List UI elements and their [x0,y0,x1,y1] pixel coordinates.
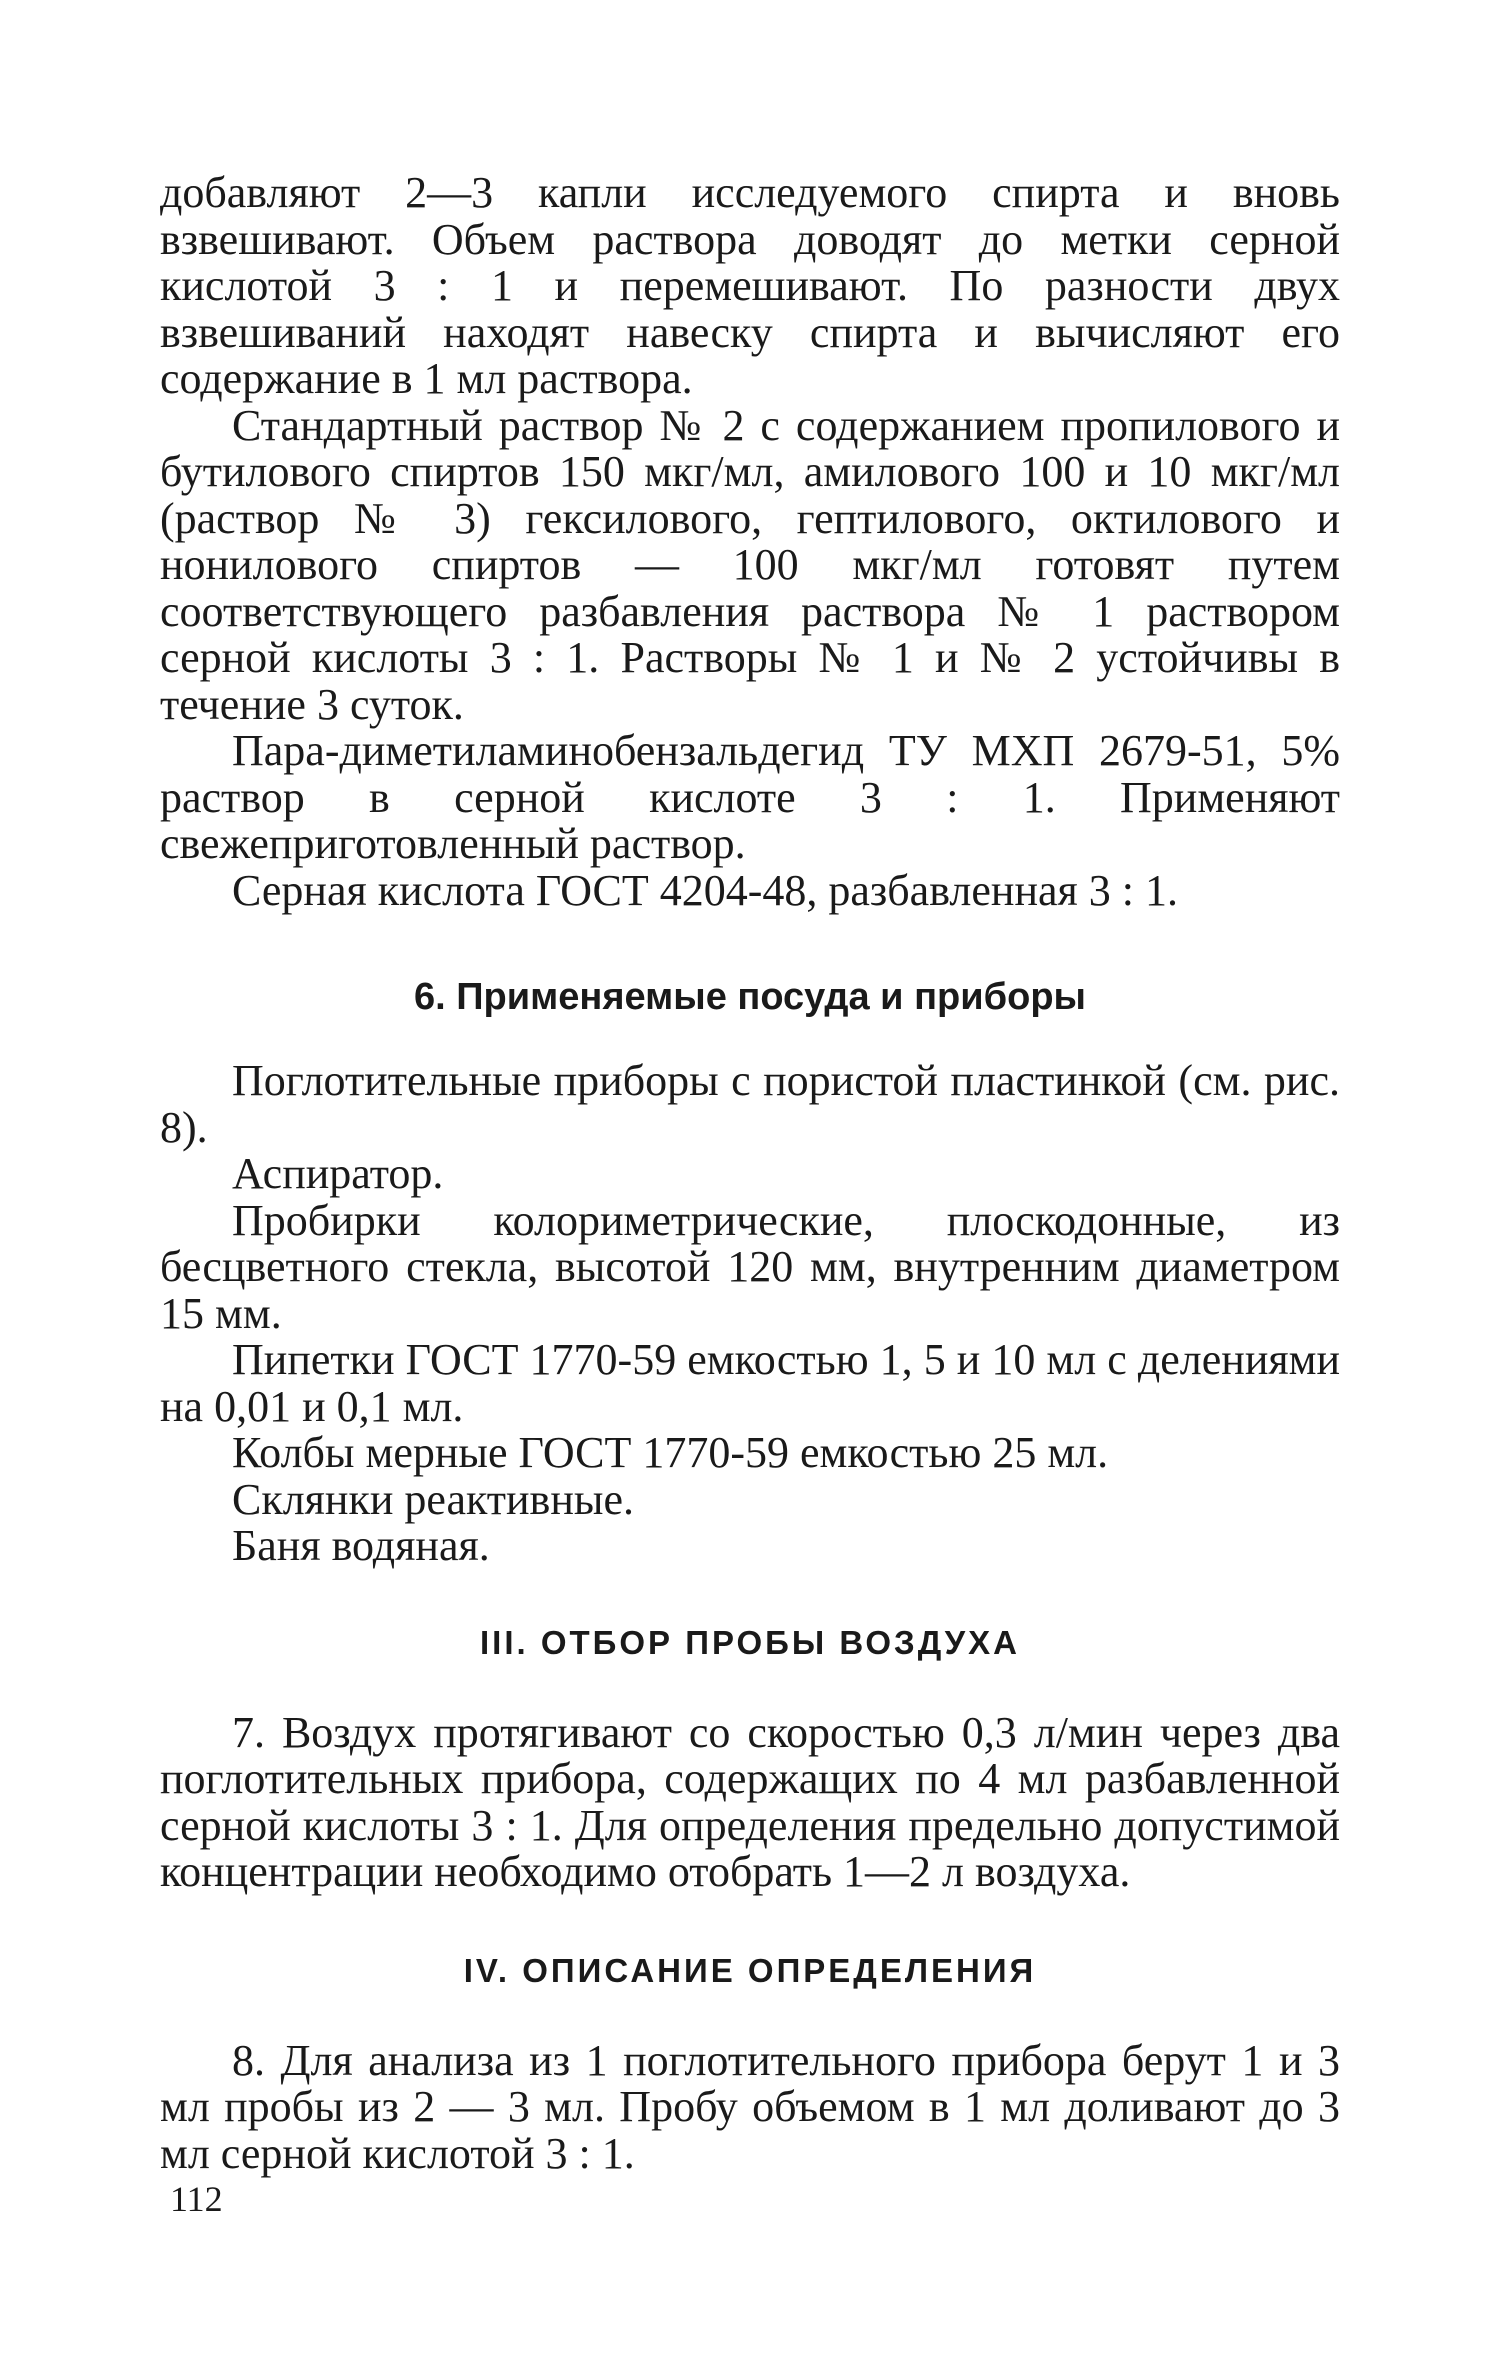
equipment-item: Колбы мерные ГОСТ 1770-59 емкостью 25 мл. [232,1428,1109,1477]
paragraph-sulfuric-acid: Серная кислота ГОСТ 4204-48, разбавленная 3 : 1. [232,865,1178,915]
page-body [160,170,1340,2177]
paragraph-determination: 8. Для анализа из 1 поглотительного прибора берут 1 и 3 мл пробы из 2 — 3 мл. Пробу объемом в 1 мл доливают до 3 мл серной кислотой 3 : 1. [160,2035,1340,2178]
equipment-item: Поглотительные приборы с пористой пластинкой (см. рис. 8). [160,1056,1340,1152]
equipment-item: Баня водяная. [232,1521,490,1570]
paragraph-continuation: добавляют 2—3 капли исследуемого спирта и вновь взвешивают. Объем раствора доводят до метки серной кислотой 3 : 1 и перемешивают. По разности двух взвешиваний находят навеску спирта и вычисляют его содержание в 1 мл раствора. [160,168,1340,403]
section-heading-equipment: 6. Применяемые посуда и приборы [414,976,1086,1018]
paragraph-reagent-dmab: Пара-диметиламинобензальдегид ТУ МХП 2679-51, 5% раствор в серной кислоте 3 : 1. Применяют свежеприготовленный раствор. [160,726,1340,868]
equipment-item: Склянки реактивные. [232,1474,634,1524]
section-heading-air-sampling: III. ОТБОР ПРОБЫ ВОЗДУХА [479,1623,1021,1661]
equipment-item: Пипетки ГОСТ 1770-59 емкостью 1, 5 и 10 мл с делениями на 0,01 и 0,1 мл. [160,1335,1340,1431]
page-number: 112 [170,2179,223,2219]
equipment-item: Аспиратор. [232,1149,444,1198]
paragraph-air-sampling: 7. Воздух протягивают со скоростью 0,3 л/мин через два поглотительных прибора, содержащих по 4 мл разбавленной серной кислоты 3 : 1. Для определения предельно допустимой концентрации необходимо отобрать 1—2 л воздуха. [160,1707,1340,1896]
paragraph-standard-solution: Стандартный раствор № 2 с содержанием пропилового и бутилового спиртов 150 мкг/мл, амилового 100 и 10 мкг/мл (раствор № 3) гексилового, гептилового, октилового и нонилового спиртов — 100 мкг/мл готовят путем соответствующего разбавления раствора № 1 раствором серной кислоты 3 : 1. Растворы № 1 и № 2 устойчивы в течение 3 суток. [160,400,1340,729]
equipment-item: Пробирки колориметрические, плоскодонные, из бесцветного стекла, высотой 120 мм, внутренним диаметром 15 мм. [160,1195,1340,1338]
section-heading-determination: IV. ОПИСАНИЕ ОПРЕДЕЛЕНИЯ [463,1951,1037,1989]
